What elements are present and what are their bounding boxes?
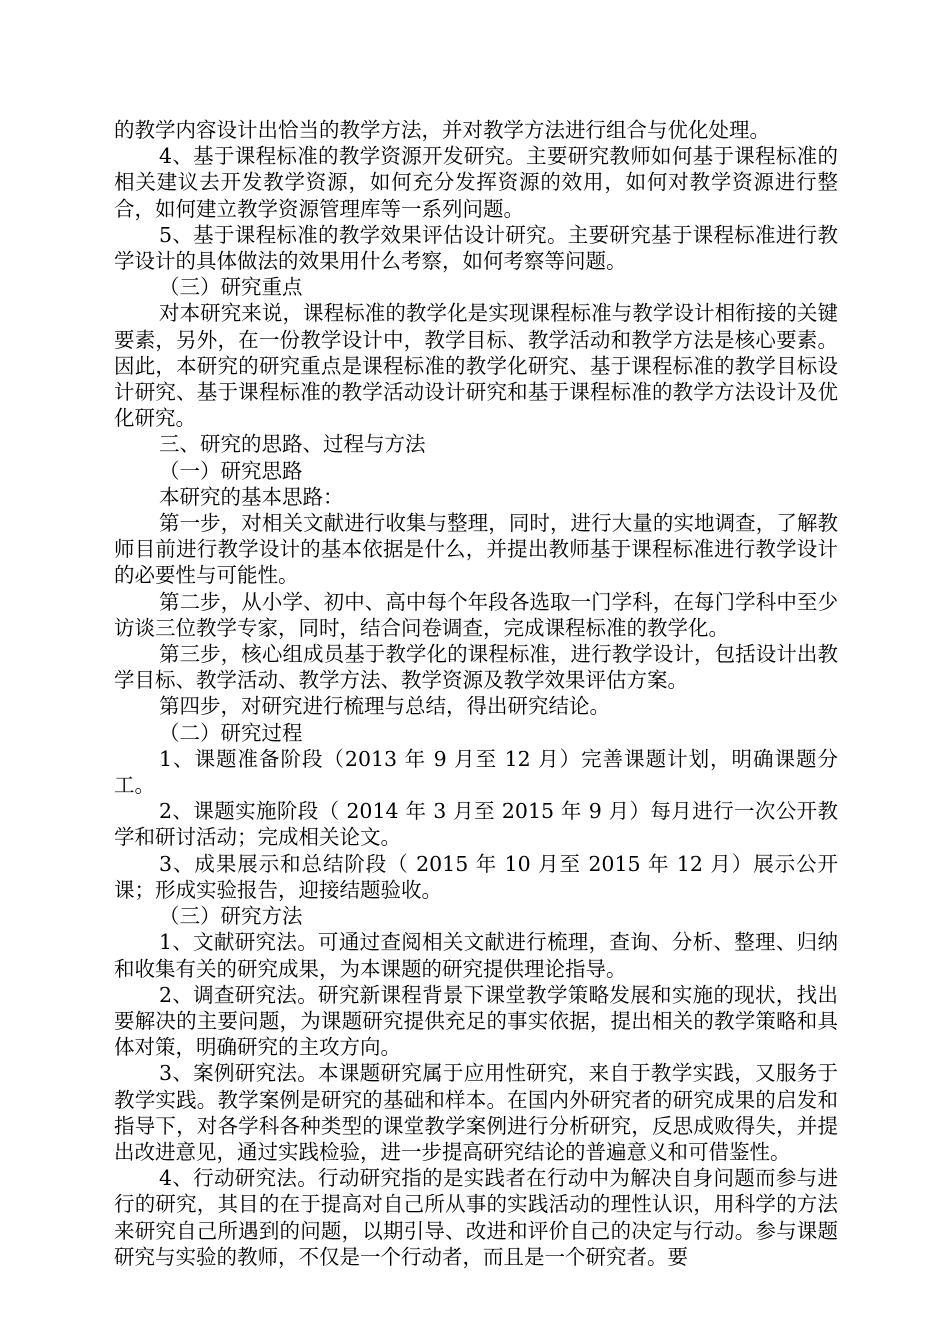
paragraph-method-2: 2、调查研究法。研究新课程背景下课堂教学策略发展和实施的现状，找出要解决的主要问题，为课题研究提供充足的事实依据，提出相关的教学策略和具体对策，明确研究的主攻方向。: [114, 982, 838, 1060]
paragraph-step-2: 第二步，从小学、初中、高中每个年段各选取一门学科，在每门学科中至少访谈三位教学专家，同时，结合问卷调查，完成课程标准的教学化。: [114, 589, 838, 640]
subheading-research-focus: （三）研究重点: [159, 275, 303, 300]
paragraph-basic-idea: 本研究的基本思路：: [159, 484, 344, 509]
paragraph-continuation: 的教学内容设计出恰当的教学方法，并对教学方法进行组合与优化处理。: [114, 118, 770, 142]
paragraph-process-2: 2、课题实施阶段（ 2014 年 3 月至 2015 年 9 月）每月进行一次公开教学和研讨活动；完成相关论文。: [114, 799, 838, 850]
section-heading-3: 三、研究的思路、过程与方法: [159, 432, 426, 457]
paragraph-item-5: 5、基于课程标准的教学效果评估设计研究。主要研究基于课程标准进行教学设计的具体做法的效果用什么考察，如何考察等问题。: [114, 222, 838, 274]
paragraph-step-3: 第三步，核心组成员基于教学化的课程标准，进行教学设计，包括设计出教学目标、教学活动、教学方法、教学资源及教学效果评估方案。: [114, 642, 838, 693]
subheading-research-methods: （三）研究方法: [159, 904, 303, 929]
document-page: [114, 117, 838, 1270]
paragraph-method-4: 4、行动研究法。行动研究指的是实践者在行动中为解决自身问题而参与进行的研究，其目的在于提高对自己所从事的实践活动的理性认识，用科学的方法来研究自己所遇到的问题，以期引导、改进和评价自己的决定与行动。参与课题研究与实验的教师，不仅是一个行动者，而且是一个研究者。要: [114, 1166, 838, 1269]
paragraph-method-1: 1、文献研究法。可通过查阅相关文献进行梳理，查询、分析、整理、归纳和收集有关的研究成果，为本课题的研究提供理论指导。: [114, 930, 838, 981]
paragraph-step-1: 第一步，对相关文献进行收集与整理，同时，进行大量的实地调查，了解教师目前进行教学设计的基本依据是什么，并提出教师基于课程标准进行教学设计的必要性与可能性。: [114, 511, 838, 588]
paragraph-method-3: 3、案例研究法。本课题研究属于应用性研究，来自于教学实践，又服务于教学实践。教学案例是研究的基础和样本。在国内外研究者的研究成果的启发和指导下，对各学科各种类型的课堂教学案例进行分析研究，反思成败得失，并提出改进意见，通过实践检验，进一步提高研究结论的普遍意义和可借鉴性。: [114, 1061, 838, 1164]
paragraph-process-3: 3、成果展示和总结阶段（ 2015 年 10 月至 2015 年 12 月）展示公开课；形成实验报告，迎接结题验收。: [114, 851, 838, 902]
paragraph-step-4: 第四步，对研究进行梳理与总结，得出研究结论。: [159, 694, 610, 719]
paragraph-process-1: 1、课题准备阶段（2013 年 9 月至 12 月）完善课题计划，明确课题分工。: [114, 746, 838, 798]
subheading-research-process: （二）研究过程: [159, 720, 303, 745]
paragraph-research-focus: 对本研究来说，课程标准的教学化是实现课程标准与教学设计相衔接的关键要素，另外，在一份教学设计中，教学目标、教学活动和教学方法是核心要素。因此，本研究的研究重点是课程标准的教学化研究、基于课程标准的教学目标设计研究、基于课程标准的教学活动设计研究和基于课程标准的教学方法设计及优化研究。: [114, 301, 838, 431]
subheading-research-idea: （一）研究思路: [159, 458, 303, 483]
paragraph-item-4: 4、基于课程标准的教学资源开发研究。主要研究教师如何基于课程标准的相关建议去开发教学资源，如何充分发挥资源的效用，如何对教学资源进行整合，如何建立教学资源管理库等一系列问题。: [114, 144, 838, 221]
